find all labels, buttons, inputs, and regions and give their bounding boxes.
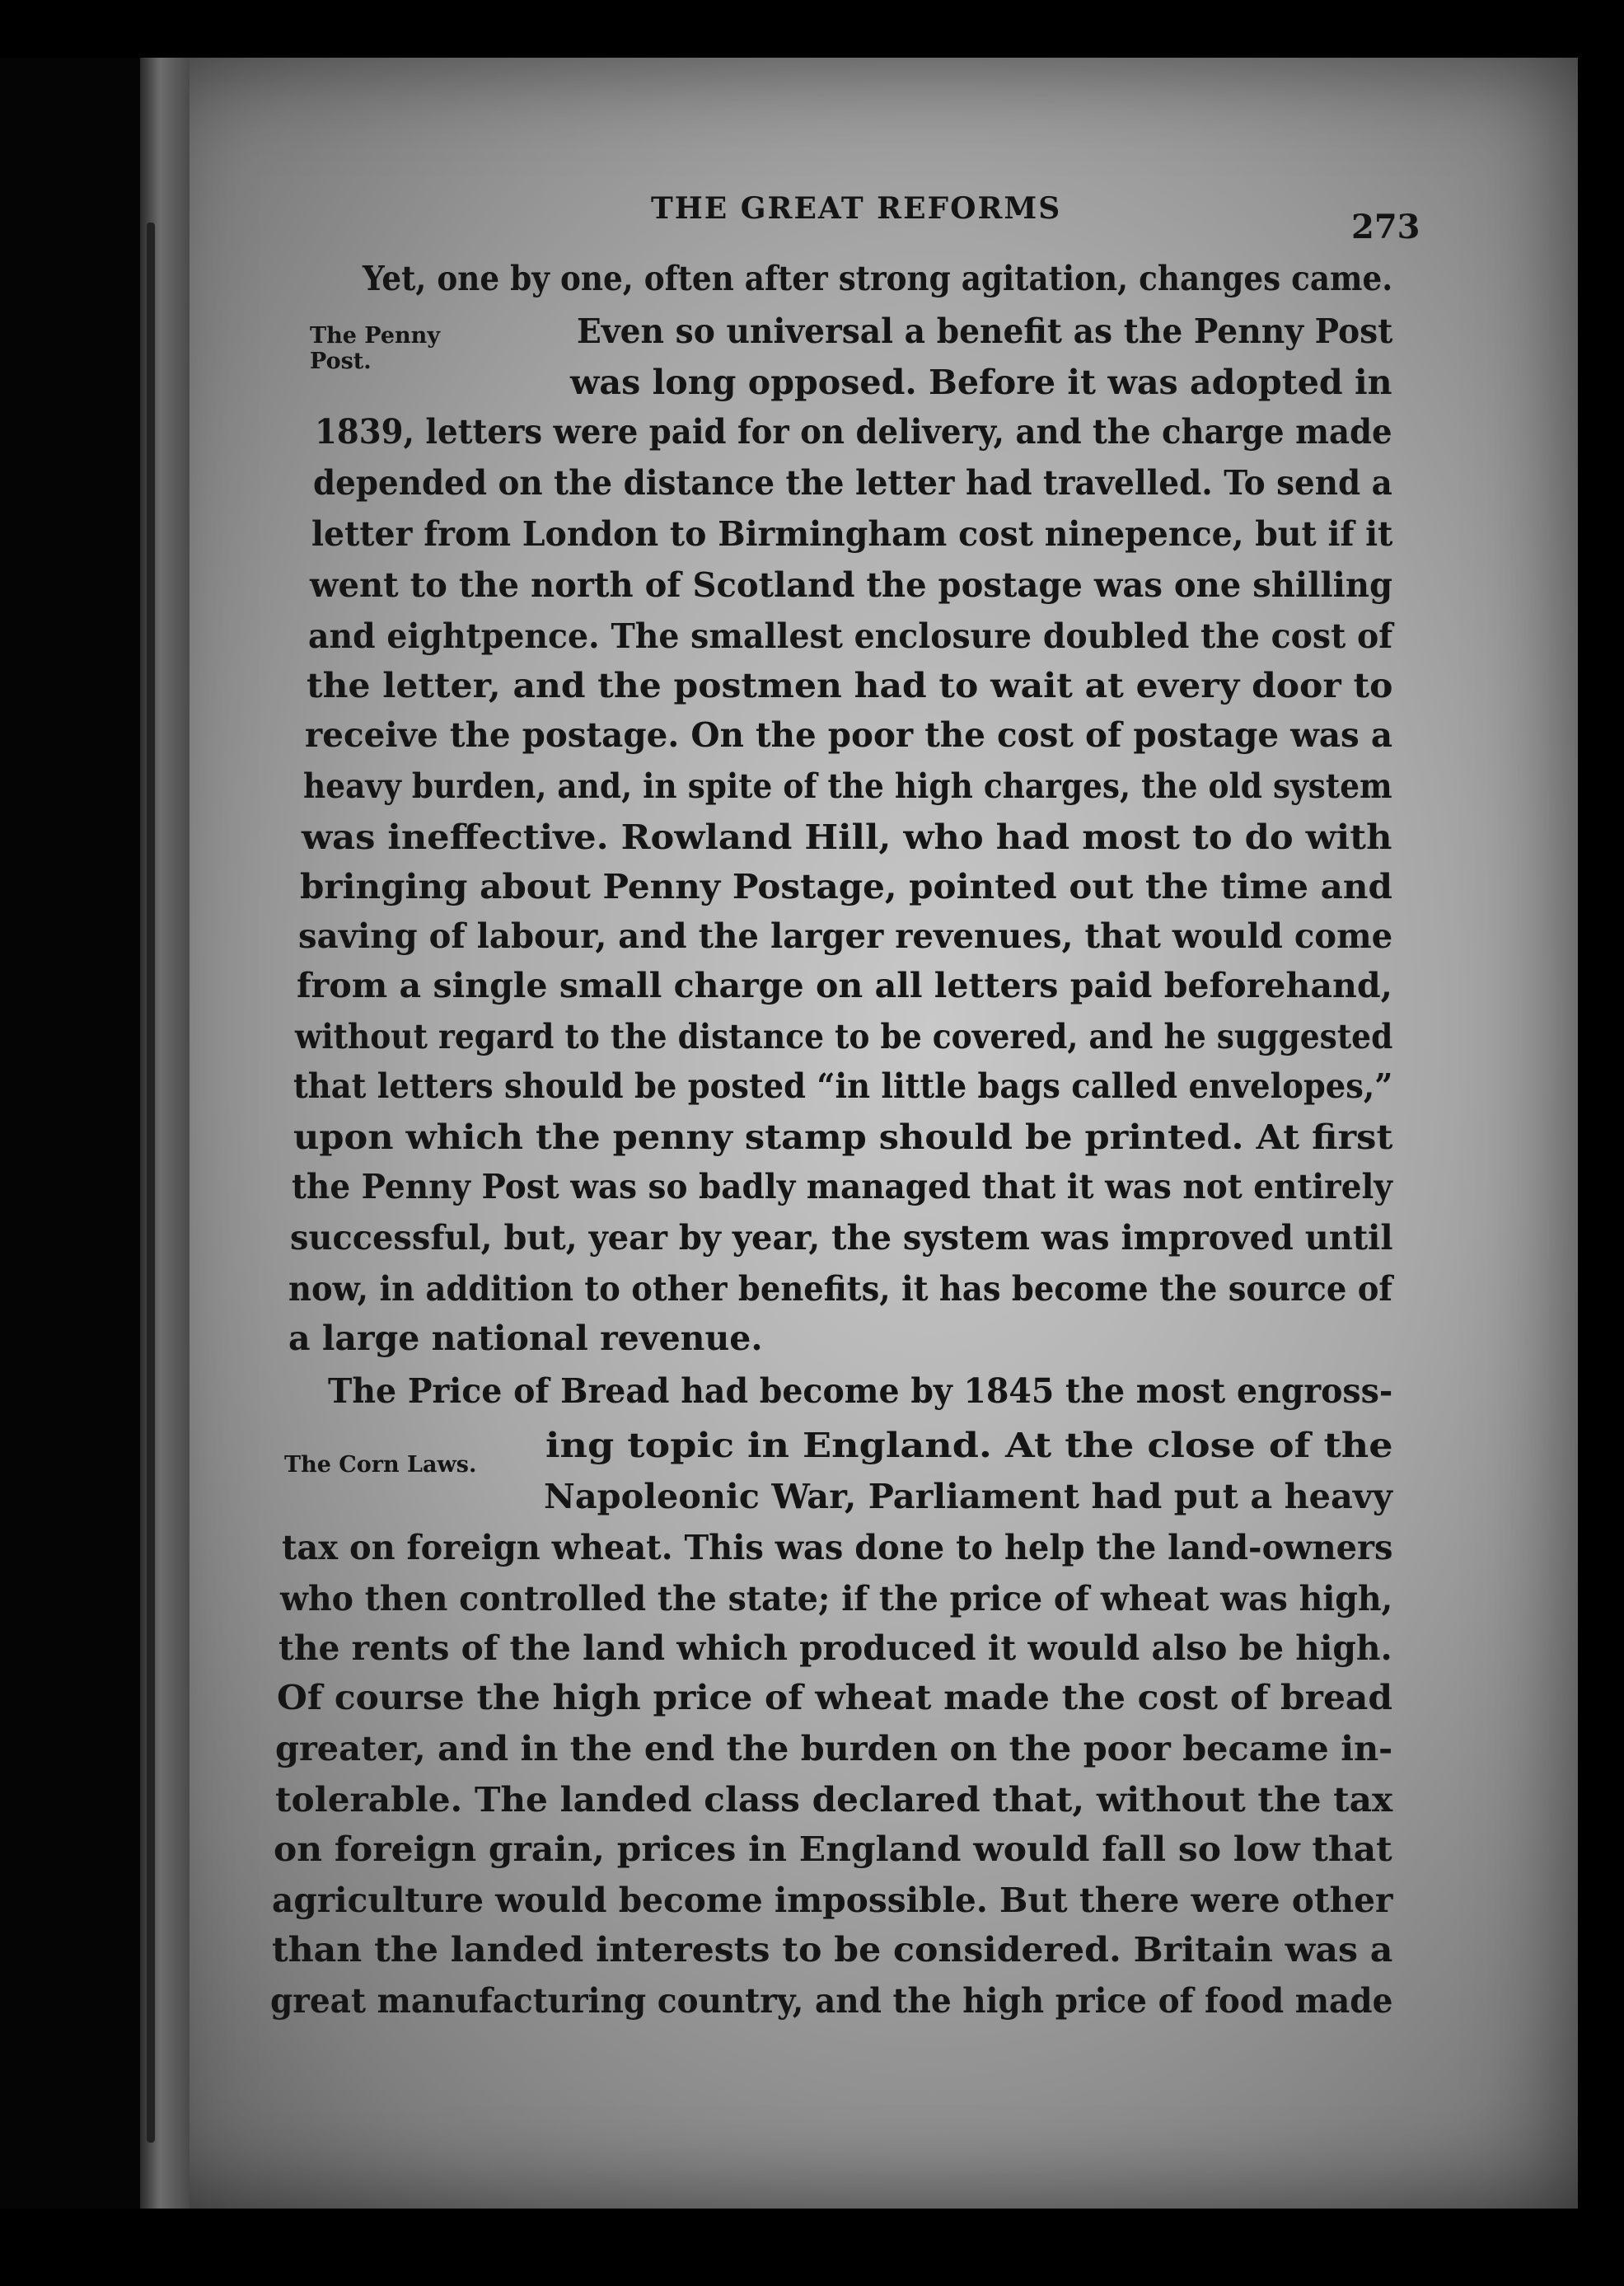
margin-note-penny-post [310, 323, 440, 374]
margin-note-line: The Corn Laws. [284, 1452, 477, 1478]
margin-note-line: The Penny [310, 323, 441, 349]
text-line: depended on the distance the letter had travelled. To send a [313, 463, 1392, 503]
right-black-border [1578, 58, 1624, 2209]
text-line: bringing about Penny Postage, pointed out the time and [300, 867, 1392, 906]
text-line: upon which the penny stamp should be printed. At first [293, 1117, 1393, 1157]
text-line: heavy burden, and, in spite of the high charges, the old system [303, 766, 1392, 806]
text-line: on foreign grain, prices in England would fall so low that [274, 1829, 1392, 1869]
text-line: letter from London to Birmingham cost ninepence, but if it [311, 514, 1393, 554]
text-line: from a single small charge on all letters paid beforehand, [297, 966, 1392, 1005]
text-line: agriculture would become impossible. But there were other [272, 1881, 1393, 1920]
text-line: greater, and in the end the burden on the poor became in- [275, 1729, 1393, 1768]
page-number: 273 [1351, 208, 1420, 246]
text-line: was ineffective. Rowland Hill, who had most to do with [302, 817, 1392, 857]
text-line: tolerable. The landed class declared that, without the tax [275, 1780, 1393, 1820]
text-line: was long opposed. Before it was adopted in [570, 363, 1392, 402]
text-line: than the landed interests to be considered. Britain was a [272, 1930, 1393, 1970]
text-line: the Penny Post was so badly managed that it was not entirely [292, 1167, 1392, 1206]
text-line: that letters should be posted “in little bags called envelopes,” [293, 1066, 1393, 1106]
top-black-border [0, 0, 1624, 58]
text-line: Even so universal a benefit as the Penny Post [577, 312, 1393, 351]
margin-note-line: Post. [310, 349, 372, 375]
text-line: now, in addition to other benefits, it has become the source of [288, 1269, 1392, 1309]
margin-note-corn-laws [284, 1452, 476, 1478]
binding-spine [147, 223, 155, 2143]
text-line: successful, but, year by year, the system was improved until [290, 1218, 1393, 1258]
bottom-black-border [0, 2209, 1624, 2286]
text-line: 1839, letters were paid for on delivery, and the charge made [315, 412, 1392, 452]
text-line: saving of labour, and the larger revenues, that would come [298, 916, 1393, 956]
text-line: The Price of Bread had become by 1845 the most engross- [328, 1371, 1393, 1411]
text-line: tax on foreign wheat. This was done to help the land-owners [282, 1528, 1393, 1567]
text-line: receive the postage. On the poor the cost of postage was a [305, 715, 1393, 755]
text-line: the rents of the land which produced it would also be high. [278, 1628, 1392, 1668]
text-line: without regard to the distance to be covered, and he suggested [295, 1017, 1393, 1056]
text-line: great manufacturing country, and the high price of food made [270, 1981, 1393, 2021]
text-line: the letter, and the postmen had to wait at every door to [307, 666, 1393, 705]
text-line: went to the north of Scotland the postage was one shilling [310, 565, 1392, 605]
text-line: who then controlled the state; if the price of wheat was high, [280, 1579, 1393, 1618]
text-line: Yet, one by one, often after strong agitation, changes came. [363, 259, 1393, 298]
running-title: THE GREAT REFORMS [651, 191, 1062, 226]
text-line: Napoleonic War, Parliament had put a heavy [544, 1477, 1392, 1516]
text-line: a large national revenue. [288, 1319, 763, 1358]
text-line: ing topic in England. At the close of the [545, 1426, 1393, 1465]
text-line: and eightpence. The smallest enclosure doubled the cost of [308, 616, 1393, 656]
text-line: Of course the high price of wheat made the cost of bread [277, 1678, 1392, 1717]
